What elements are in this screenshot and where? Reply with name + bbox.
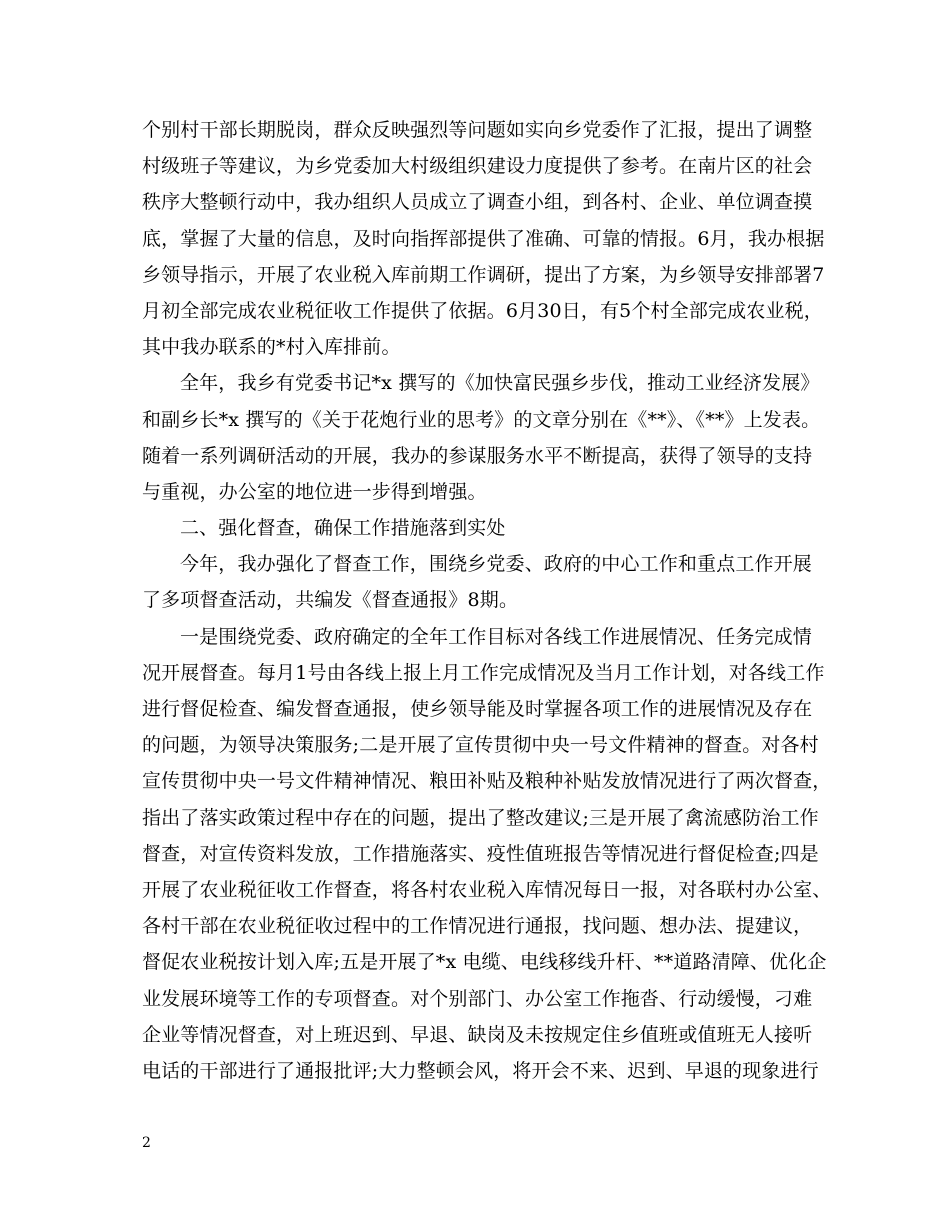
text-line: 电话的干部进行了通报批评;大力整顿会风，将开会不来、迟到、早退的现象进行	[142, 1059, 819, 1082]
text-line: 业发展环境等工作的专项督查。对个别部门、办公室工作拖沓、行动缓慢，刁难	[142, 987, 813, 1010]
text-line: 了多项督查活动，共编发《督查通报》8期。	[142, 589, 519, 612]
text-line: 企业等情况督查，对上班迟到、早退、缺岗及未按规定住乡值班或值班无人接听	[142, 1023, 813, 1046]
text-line: 各村干部在农业税征收过程中的工作情况进行通报，找问题、想办法、提建议，	[142, 915, 813, 938]
text-line: 和副乡长*x 撰写的《关于花炮行业的思考》的文章分别在《**》、《**》上发表。	[142, 408, 821, 431]
text-line: 月初全部完成农业税征收工作提供了依据。6月30日，有5个村全部完成农业税，	[142, 299, 823, 322]
page-number: 2	[142, 1135, 151, 1151]
text-line: 秩序大整顿行动中，我办组织人员成立了调查小组，到各村、企业、单位调查摸	[142, 191, 813, 214]
text-line: 乡领导指示，开展了农业税入库前期工作调研，提出了方案，为乡领导安排部署7	[142, 263, 825, 286]
text-line: 其中我办联系的*村入库排前。	[142, 336, 401, 359]
text-line: 进行督促检查、编发督查通报，使乡领导能及时掌握各项工作的进展情况及存在	[142, 698, 813, 720]
text-line: 个别村干部长期脱岗，群众反映强烈等问题如实向乡党委作了汇报，提出了调整	[142, 119, 813, 141]
text-line: 二、强化督查，确保工作措施落到实处	[180, 517, 506, 540]
text-line: 村级班子等建议，为乡党委加大村级组织建设力度提供了参考。在南片区的社会	[142, 155, 813, 178]
text-line: 况开展督查。每月1号由各线上报上月工作完成情况及当月工作计划，对各线工作	[142, 661, 825, 684]
text-line: 一是围绕党委、政府确定的全年工作目标对各线工作进展情况、任务完成情	[180, 625, 812, 648]
text-line: 宣传贯彻中央一号文件精神情况、粮田补贴及粮种补贴发放情况进行了两次督查，	[142, 770, 832, 793]
text-line: 今年，我办强化了督查工作，围绕乡党委、政府的中心工作和重点工作开展	[180, 553, 812, 576]
text-line: 的问题，为领导决策服务;二是开展了宣传贯彻中央一号文件精神的督查。对各村	[142, 734, 819, 757]
text-line: 底，掌握了大量的信息，及时向指挥部提供了准确、可靠的情报。6月，我办根据	[142, 227, 825, 250]
text-line: 指出了落实政策过程中存在的问题，提出了整改建议;三是开展了禽流感防治工作	[142, 806, 819, 829]
text-line: 督查，对宣传资料发放，工作措施落实、疫性值班报告等情况进行督促检查;四是	[142, 842, 819, 865]
text-line: 与重视，办公室的地位进一步得到增强。	[142, 480, 487, 503]
text-line: 全年，我乡有党委书记*x 撰写的《加快富民强乡步伐，推动工业经济发展》	[180, 372, 820, 395]
text-line: 随着一系列调研活动的开展，我办的参谋服务水平不断提高，获得了领导的支持	[142, 444, 813, 467]
document-body	[142, 112, 832, 1089]
text-line: 督促农业税按计划入库;五是开展了*x 电缆、电线移线升杆、**道路清障、优化企	[142, 951, 827, 974]
text-line: 开展了农业税征收工作督查，将各村农业税入库情况每日一报，对各联村办公室、	[142, 878, 832, 901]
